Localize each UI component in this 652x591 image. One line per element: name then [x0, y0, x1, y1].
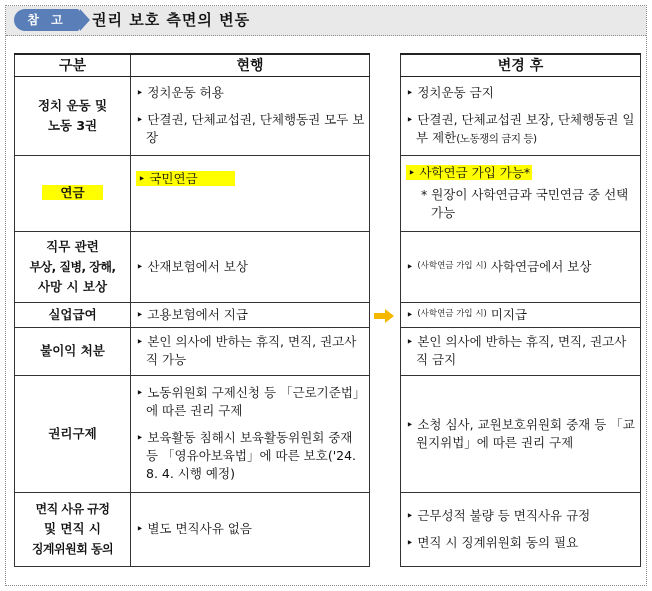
change-cell [401, 327, 641, 375]
change-cell [401, 231, 641, 302]
table-row [15, 327, 370, 375]
current-cell [131, 155, 370, 231]
changed-table [400, 53, 641, 567]
list-item: ‣ 본인 의사에 반하는 휴직, 면직, 권고사직 금지 [406, 334, 627, 367]
category-cell: 권리구제 [15, 375, 131, 492]
current-cell [131, 302, 370, 327]
list-item: ‣ 정치운동 허용 [136, 85, 224, 100]
table-row [15, 76, 370, 155]
list-item: ‣ 고용보험에서 지급 [136, 306, 248, 322]
current-cell [131, 375, 370, 492]
current-cell [131, 492, 370, 566]
list-item: ‣ 보육활동 침해시 보육활동위원회 중재 등 「영유아보육법」에 따른 보호('24. 8. 4. 시행 예정) [136, 430, 357, 481]
category-cell: 불이익 처분 [15, 327, 131, 375]
change-cell [401, 155, 641, 231]
table-row [401, 231, 641, 302]
list-item: ‣ 정치운동 금지 [406, 84, 494, 100]
category-cell: 연금 [15, 155, 131, 231]
table-row [401, 76, 641, 155]
list-item: ‣ 단결권, 단체교섭권, 단체행동권 모두 보장 [136, 112, 365, 145]
table-row [401, 375, 641, 492]
change-cell [401, 492, 641, 566]
list-item: ‣ 사학연금 가입 가능* [408, 165, 531, 180]
category-cell: 면직 사유 규정 및 면직 시 징계위원회 동의 [15, 492, 131, 566]
list-item: ‣ 노동위원회 구제신청 등 「근로기준법」에 따른 권리 구제 [136, 385, 360, 418]
current-table [14, 53, 370, 567]
current-cell [131, 76, 370, 155]
table-row [15, 231, 370, 302]
list-item: ‣ 산재보험에서 보상 [136, 258, 248, 274]
list-item: ‣ 단결권, 단체교섭권 보장, 단체행동권 일부 제한(노동쟁의 금지 등) [406, 111, 635, 145]
table-row [15, 302, 370, 327]
table-row [15, 492, 370, 566]
list-item: ‣ $^{(사학연금 가입 시)}$ 사학연금에서 보상 [406, 259, 592, 274]
table-row [15, 155, 370, 231]
list-item: ‣ 본인 의사에 반하는 휴직, 면직, 권고사직 가능 [136, 334, 357, 367]
current-cell [131, 231, 370, 302]
table-row [401, 492, 641, 566]
current-cell [131, 327, 370, 375]
category-cell: 정치 운동 및 노동 3권 [15, 76, 131, 155]
header-current: 현행 [131, 54, 370, 76]
right-arrow-icon [374, 309, 394, 323]
list-item: ‣ 별도 면직사유 없음 [136, 521, 252, 536]
table-row [15, 375, 370, 492]
list-item: ‣ 근무성적 불량 등 면직사유 규정 [406, 507, 591, 523]
list-item: ‣ 면직 시 징계위원회 동의 필요 [406, 534, 579, 550]
change-cell [401, 302, 641, 327]
list-item: ‣ 국민연금 [131, 168, 369, 190]
table-row [401, 155, 641, 231]
change-cell [401, 76, 641, 155]
header-category: 구분 [15, 54, 131, 76]
table-row [401, 302, 641, 327]
change-cell [401, 375, 641, 492]
category-cell: 직무 관련 부상, 질병, 장해, 사망 시 보상 [15, 231, 131, 302]
footnote: * 원장이 사학연금과 국민연금 중 선택 가능 [421, 187, 629, 220]
list-item: ‣ 소청 심사, 교원보호위원회 중재 등 「교원지위법」에 따른 권리 구제 [406, 416, 635, 450]
list-item: ‣ $^{(사학연금 가입 시)}$ 미지급 [406, 307, 528, 322]
table-row [401, 327, 641, 375]
section-title: 권리 보호 측면의 변동 [92, 11, 251, 29]
header-change: 변경 후 [401, 54, 641, 76]
category-cell: 실업급여 [15, 302, 131, 327]
reference-tag: 참 고 [14, 9, 80, 31]
